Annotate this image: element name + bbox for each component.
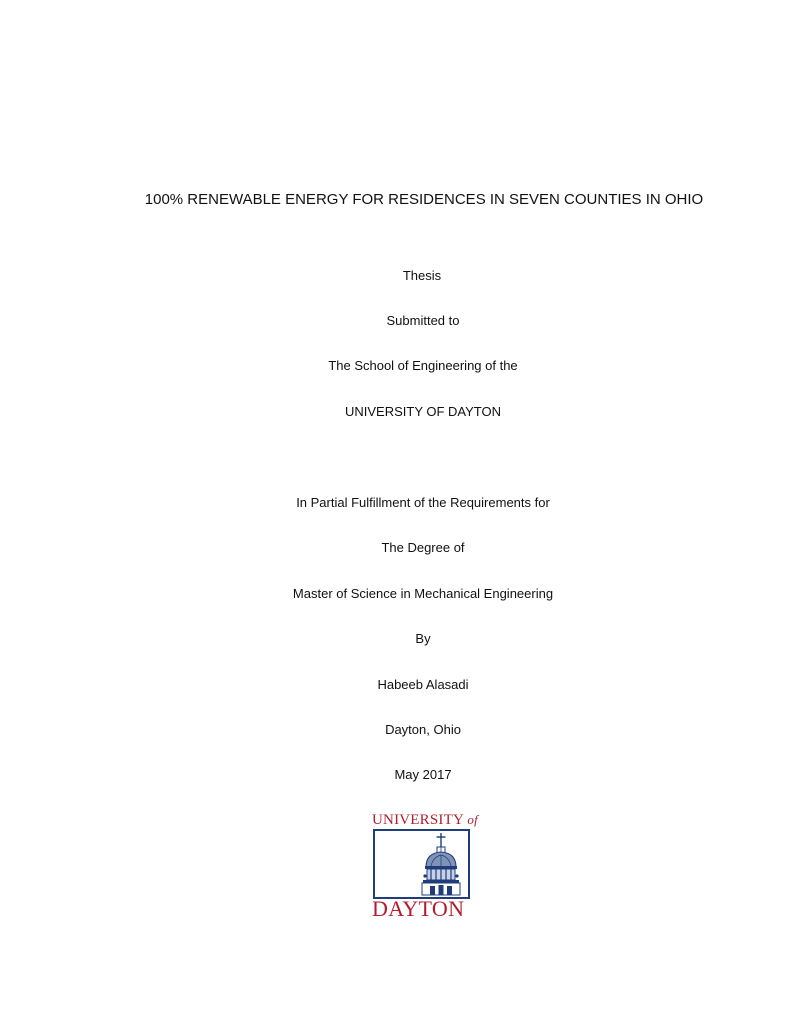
chapel-dome-icon	[375, 831, 468, 897]
logo-of-word: of	[467, 812, 478, 827]
logo-top-text	[372, 812, 478, 828]
logo-university-word: UNIVERSITY	[372, 812, 464, 828]
degree-of-line: The Degree of	[381, 540, 465, 555]
logo-dayton-word: DAYTON	[372, 896, 465, 921]
university-logo	[372, 812, 478, 921]
thesis-label: Thesis	[402, 268, 442, 283]
date-line: May 2017	[394, 767, 452, 782]
school-line: The School of Engineering of the	[328, 358, 518, 373]
fulfillment-line: In Partial Fulfillment of the Requirements for	[296, 495, 550, 510]
thesis-title: 100% RENEWABLE ENERGY FOR RESIDENCES IN SEVEN COUNTIES IN OHIO	[144, 191, 704, 208]
logo-frame	[373, 829, 470, 899]
degree-line: Master of Science in Mechanical Engineering	[292, 586, 554, 601]
location-line: Dayton, Ohio	[385, 722, 461, 737]
by-line: By	[415, 631, 431, 646]
submitted-to-line: Submitted to	[386, 313, 460, 328]
author-line: Habeeb Alasadi	[377, 677, 469, 692]
university-line: UNIVERSITY OF DAYTON	[344, 404, 502, 419]
